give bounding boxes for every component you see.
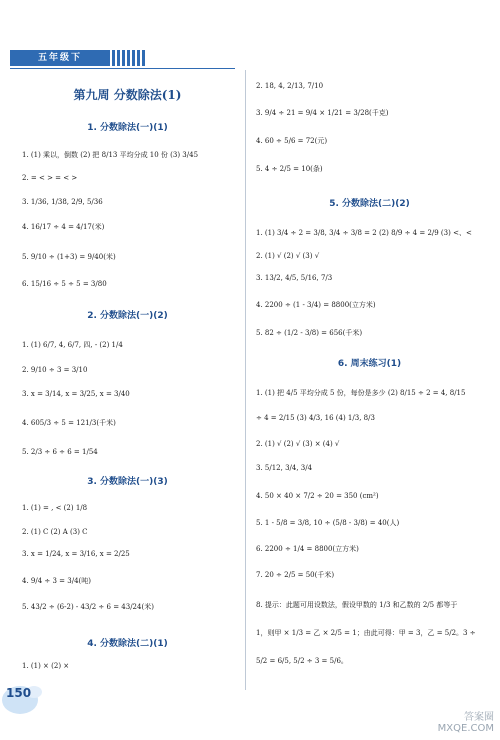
answer-line: 2. 18, 4, 2/13, 7/10: [256, 82, 324, 90]
answer-line: 4. 605/3 ÷ 5 = 121/3(千米): [22, 419, 116, 427]
answer-line: 4. 60 ÷ 5/6 = 72(元): [256, 137, 328, 145]
answer-line: 5. 1 - 5/8 = 3/8, 10 ÷ (5/8 - 3/8) = 40(人): [256, 519, 400, 527]
answer-line: 6. 2200 ÷ 1/4 = 8800(立方米): [256, 545, 359, 553]
answer-line: 4. 2200 ÷ (1 - 3/4) = 8800(立方米): [256, 301, 376, 309]
answer-line: 3. 9/4 ÷ 21 = 9/4 × 1/21 = 3/28(千克): [256, 109, 389, 117]
answer-line: 8. 提示：此题可用设数法，假设甲数的 1/3 和乙数的 2/5 都等于: [256, 601, 458, 609]
page-number: 150: [6, 686, 32, 700]
section-title-6: 6. 周末练习(1): [337, 359, 402, 369]
answer-line: 5. 4 ÷ 2/5 = 10(条): [256, 165, 323, 173]
section-title-3: 3. 分数除法(一)(3): [87, 477, 168, 487]
section-title-1: 1. 分数除法(一)(1): [87, 123, 168, 133]
answer-line: 2. (1) √ (2) √ (3) √: [256, 252, 320, 260]
answer-line: 2. (1) √ (2) √ (3) × (4) √: [256, 440, 340, 448]
answer-line: 3. 1/36, 1/38, 2/9, 5/36: [22, 198, 103, 206]
week-title: 第九周 分数除法(1): [73, 88, 182, 102]
answer-line: 7. 20 ÷ 2/5 = 50(千米): [256, 571, 335, 579]
answer-line: 3. x = 1/24, x = 3/16, x = 2/25: [22, 550, 130, 558]
grade-label: 五年级下: [37, 53, 82, 63]
answer-line: 3. 5/12, 3/4, 3/4: [256, 464, 313, 472]
answer-line: 2. 9/10 ÷ 3 = 3/10: [22, 366, 88, 374]
section-title-2: 2. 分数除法(一)(2): [87, 311, 168, 321]
answer-line: 3. 13/2, 4/5, 5/16, 7/3: [256, 274, 333, 282]
answer-line: 1. (1) 乘以，倒数 (2) 把 8/13 平均分成 10 份 (3) 3/45: [22, 151, 199, 159]
answer-line: 4. 9/4 ÷ 3 = 3/4(吨): [22, 577, 91, 585]
answer-line: 5/2 = 6/5, 5/2 ÷ 3 = 5/6。: [256, 657, 348, 665]
answer-line: ÷ 4 = 2/15 (3) 4/3, 16 (4) 1/3, 8/3: [256, 414, 375, 422]
answer-line: 5. 82 ÷ (1/2 - 3/8) = 656(千米): [256, 329, 363, 337]
column-divider: [245, 70, 246, 690]
section-title-5: 5. 分数除法(二)(2): [329, 199, 410, 209]
answer-line: 6. 15/16 ÷ 5 ÷ 5 = 3/80: [22, 280, 107, 288]
answer-line: 1. (1) 3/4 ÷ 2 = 3/8, 3/4 ÷ 3/8 = 2 (2) 8/9 ÷ 4 = 2/9 (3) <、<: [256, 229, 472, 237]
answer-line: 1，则甲 × 1/3 = 乙 × 2/5 = 1；由此可得：甲 = 3，乙 = 5/2。3 ÷: [256, 629, 476, 637]
answer-line: 3. x = 3/14, x = 3/25, x = 3/40: [22, 390, 130, 398]
header-rule: [10, 68, 235, 69]
answer-line: 4. 16/17 ÷ 4 = 4/17(米): [22, 223, 105, 231]
answer-line: 1. (1) = , < (2) 1/8: [22, 504, 88, 512]
answer-line: 5. 2/3 ÷ 6 ÷ 6 = 1/54: [22, 448, 98, 456]
answer-line: 5. 43/2 ÷ (6-2) - 43/2 ÷ 6 = 43/24(米): [22, 603, 154, 611]
answer-line: 1. (1) 6/7, 4, 6/7, 四, - (2) 1/4: [22, 341, 123, 349]
answer-line: 1. (1) 把 4/5 平均分成 5 份，每份是多少 (2) 8/15 ÷ 2 = 4, 8/15: [256, 389, 466, 397]
answer-line: 1. (1) × (2) ×: [22, 662, 70, 670]
watermark: [438, 708, 494, 734]
watermark-line1: 答案圈: [464, 712, 494, 723]
header-decor-bars: [112, 50, 145, 66]
answer-line: 5. 9/10 ÷ (1+3) = 9/40(米): [22, 253, 116, 261]
section-title-4: 4. 分数除法(二)(1): [87, 639, 168, 649]
answer-line: 2. (1) C (2) A (3) C: [22, 528, 88, 536]
answer-line: 4. 50 × 40 × 7/2 ÷ 20 = 350 (cm²): [256, 492, 379, 500]
watermark-line2: MXQE.COM: [437, 723, 494, 734]
answer-line: 2. = < > = < >: [22, 174, 78, 182]
